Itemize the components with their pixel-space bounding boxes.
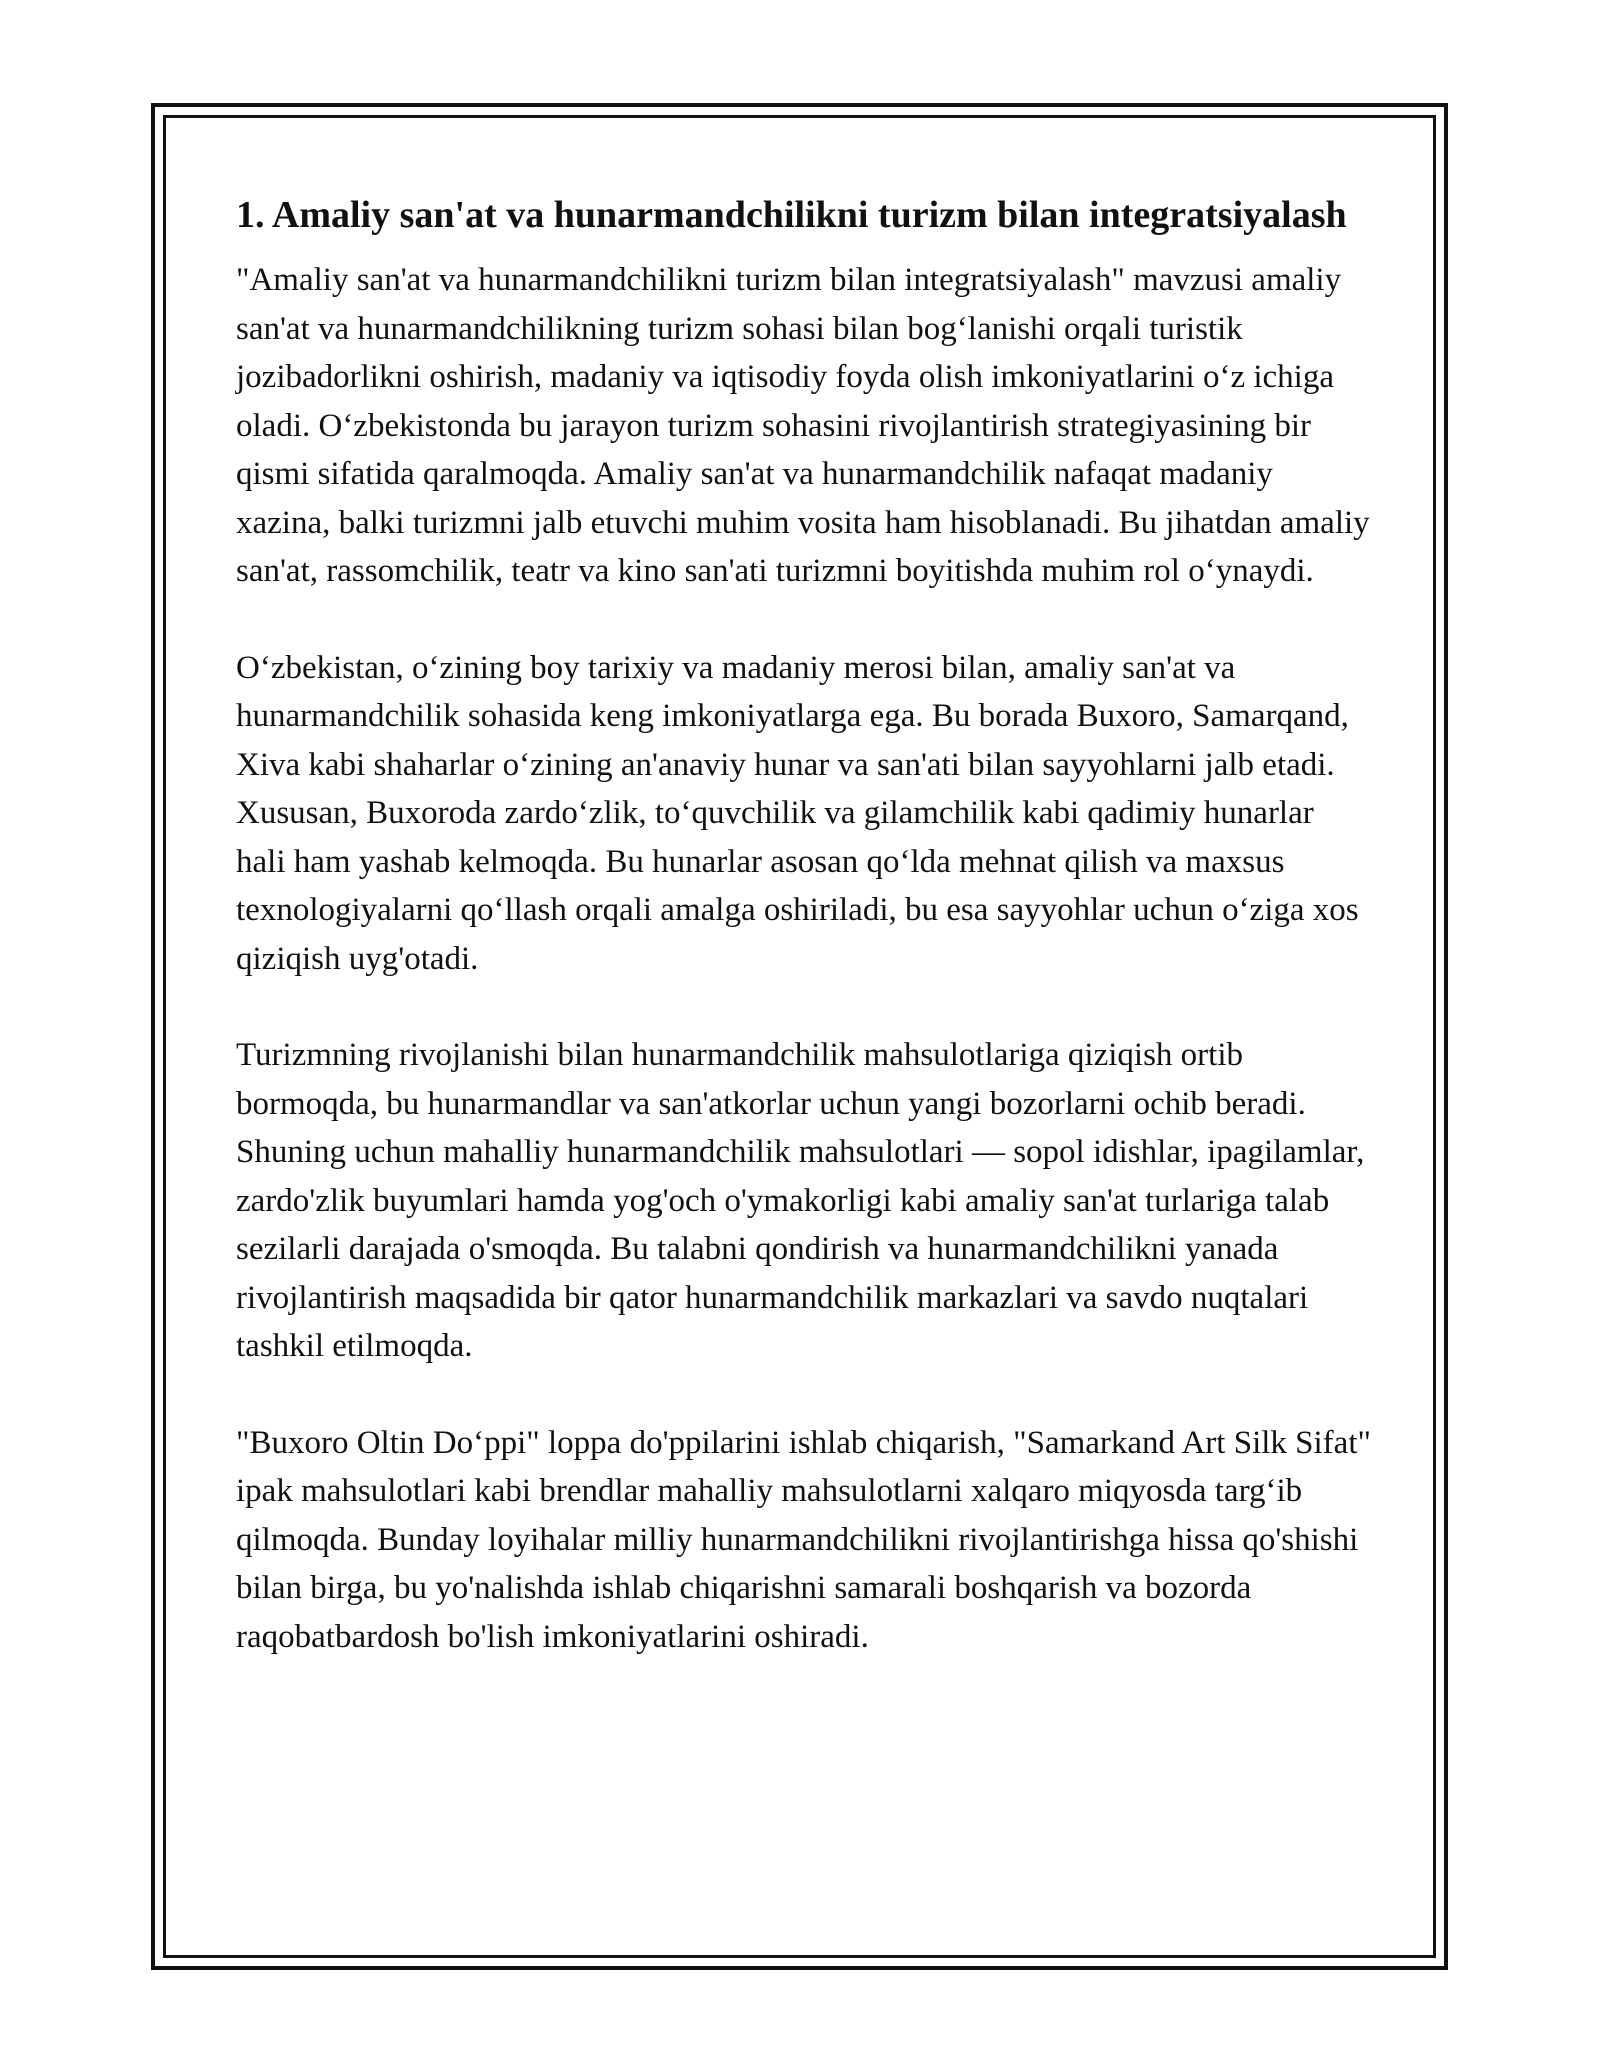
section-heading: 1. Amaliy san'at va hunarmandchilikni turizm bilan integratsiyalash <box>236 194 1347 236</box>
document-body <box>236 188 1371 1709</box>
paragraph-1: "Amaliy san'at va hunarmandchilikni turizm bilan integratsiyalash" mavzusi amaliy san'at va hunarmandchilikning turizm sohasi bilan bog‘lanishi orqali turistik jozibadorlikni oshirish, madaniy va iqtisodiy foyda olish imkoniyatlarini o‘z ichiga oladi. O‘zbekistonda bu jarayon turizm sohasini rivojlantirish strategiyasining bir qismi sifatida qaralmoqda. Amaliy san'at va hunarmandchilik nafaqat madaniy xazina, balki turizmni jalb etuvchi muhim vosita ham hisoblanadi. Bu jihatdan amaliy san'at, rassomchilik, teatr va kino san'ati turizmni boyitishda muhim rol o‘ynaydi. <box>236 262 1370 589</box>
paragraph-3: Turizmning rivojlanishi bilan hunarmandchilik mahsulotlariga qiziqish ortib bormoqda, bu hunarmandlar va san'atkorlar uchun yangi bozorlarni ochib beradi. Shuning uchun mahalliy hunarmandchilik mahsulotlari — sopol idishlar, ipagilamlar, zardo'zlik buyumlari hamda yog'och o'ymakorligi kabi amaliy san'at turlariga talab sezilarli darajada o'smoqda. Bu talabni qondirish va hunarmandchilikni yanada rivojlantirish maqsadida bir qator hunarmandchilik markazlari va savdo nuqtalari tashkil etilmoqda. <box>236 1037 1365 1364</box>
paragraph-2: O‘zbekistan, o‘zining boy tarixiy va madaniy merosi bilan, amaliy san'at va hunarmandchilik sohasida keng imkoniyatlarga ega. Bu borada Buxoro, Samarqand, Xiva kabi shaharlar o‘zining an'anaviy hunar va san'ati bilan sayyohlarni jalb etadi. Xususan, Buxoroda zardo‘zlik, to‘quvchilik va gilamchilik kabi qadimiy hunarlar hali ham yashab kelmoqda. Bu hunarlar asosan qo‘lda mehnat qilish va maxsus texnologiyalarni qo‘llash orqali amalga oshiriladi, bu esa sayyohlar uchun o‘ziga xos qiziqish uyg'otadi. <box>236 649 1359 977</box>
paragraph-4: "Buxoro Oltin Do‘ppi" loppa do'ppilarini ishlab chiqarish, "Samarkand Art Silk Sifat" ipak mahsulotlari kabi brendlar mahalliy mahsulotlarni xalqaro miqyosda targ‘ib qilmoqda. Bunday loyihalar milliy hunarmandchilikni rivojlantirishga hissa qo'shishi bilan birga, bu yo'nalishda ishlab chiqarishni samarali boshqarish va bozorda raqobatbardosh bo'lish imkoniyatlarini oshiradi. <box>236 1424 1371 1655</box>
